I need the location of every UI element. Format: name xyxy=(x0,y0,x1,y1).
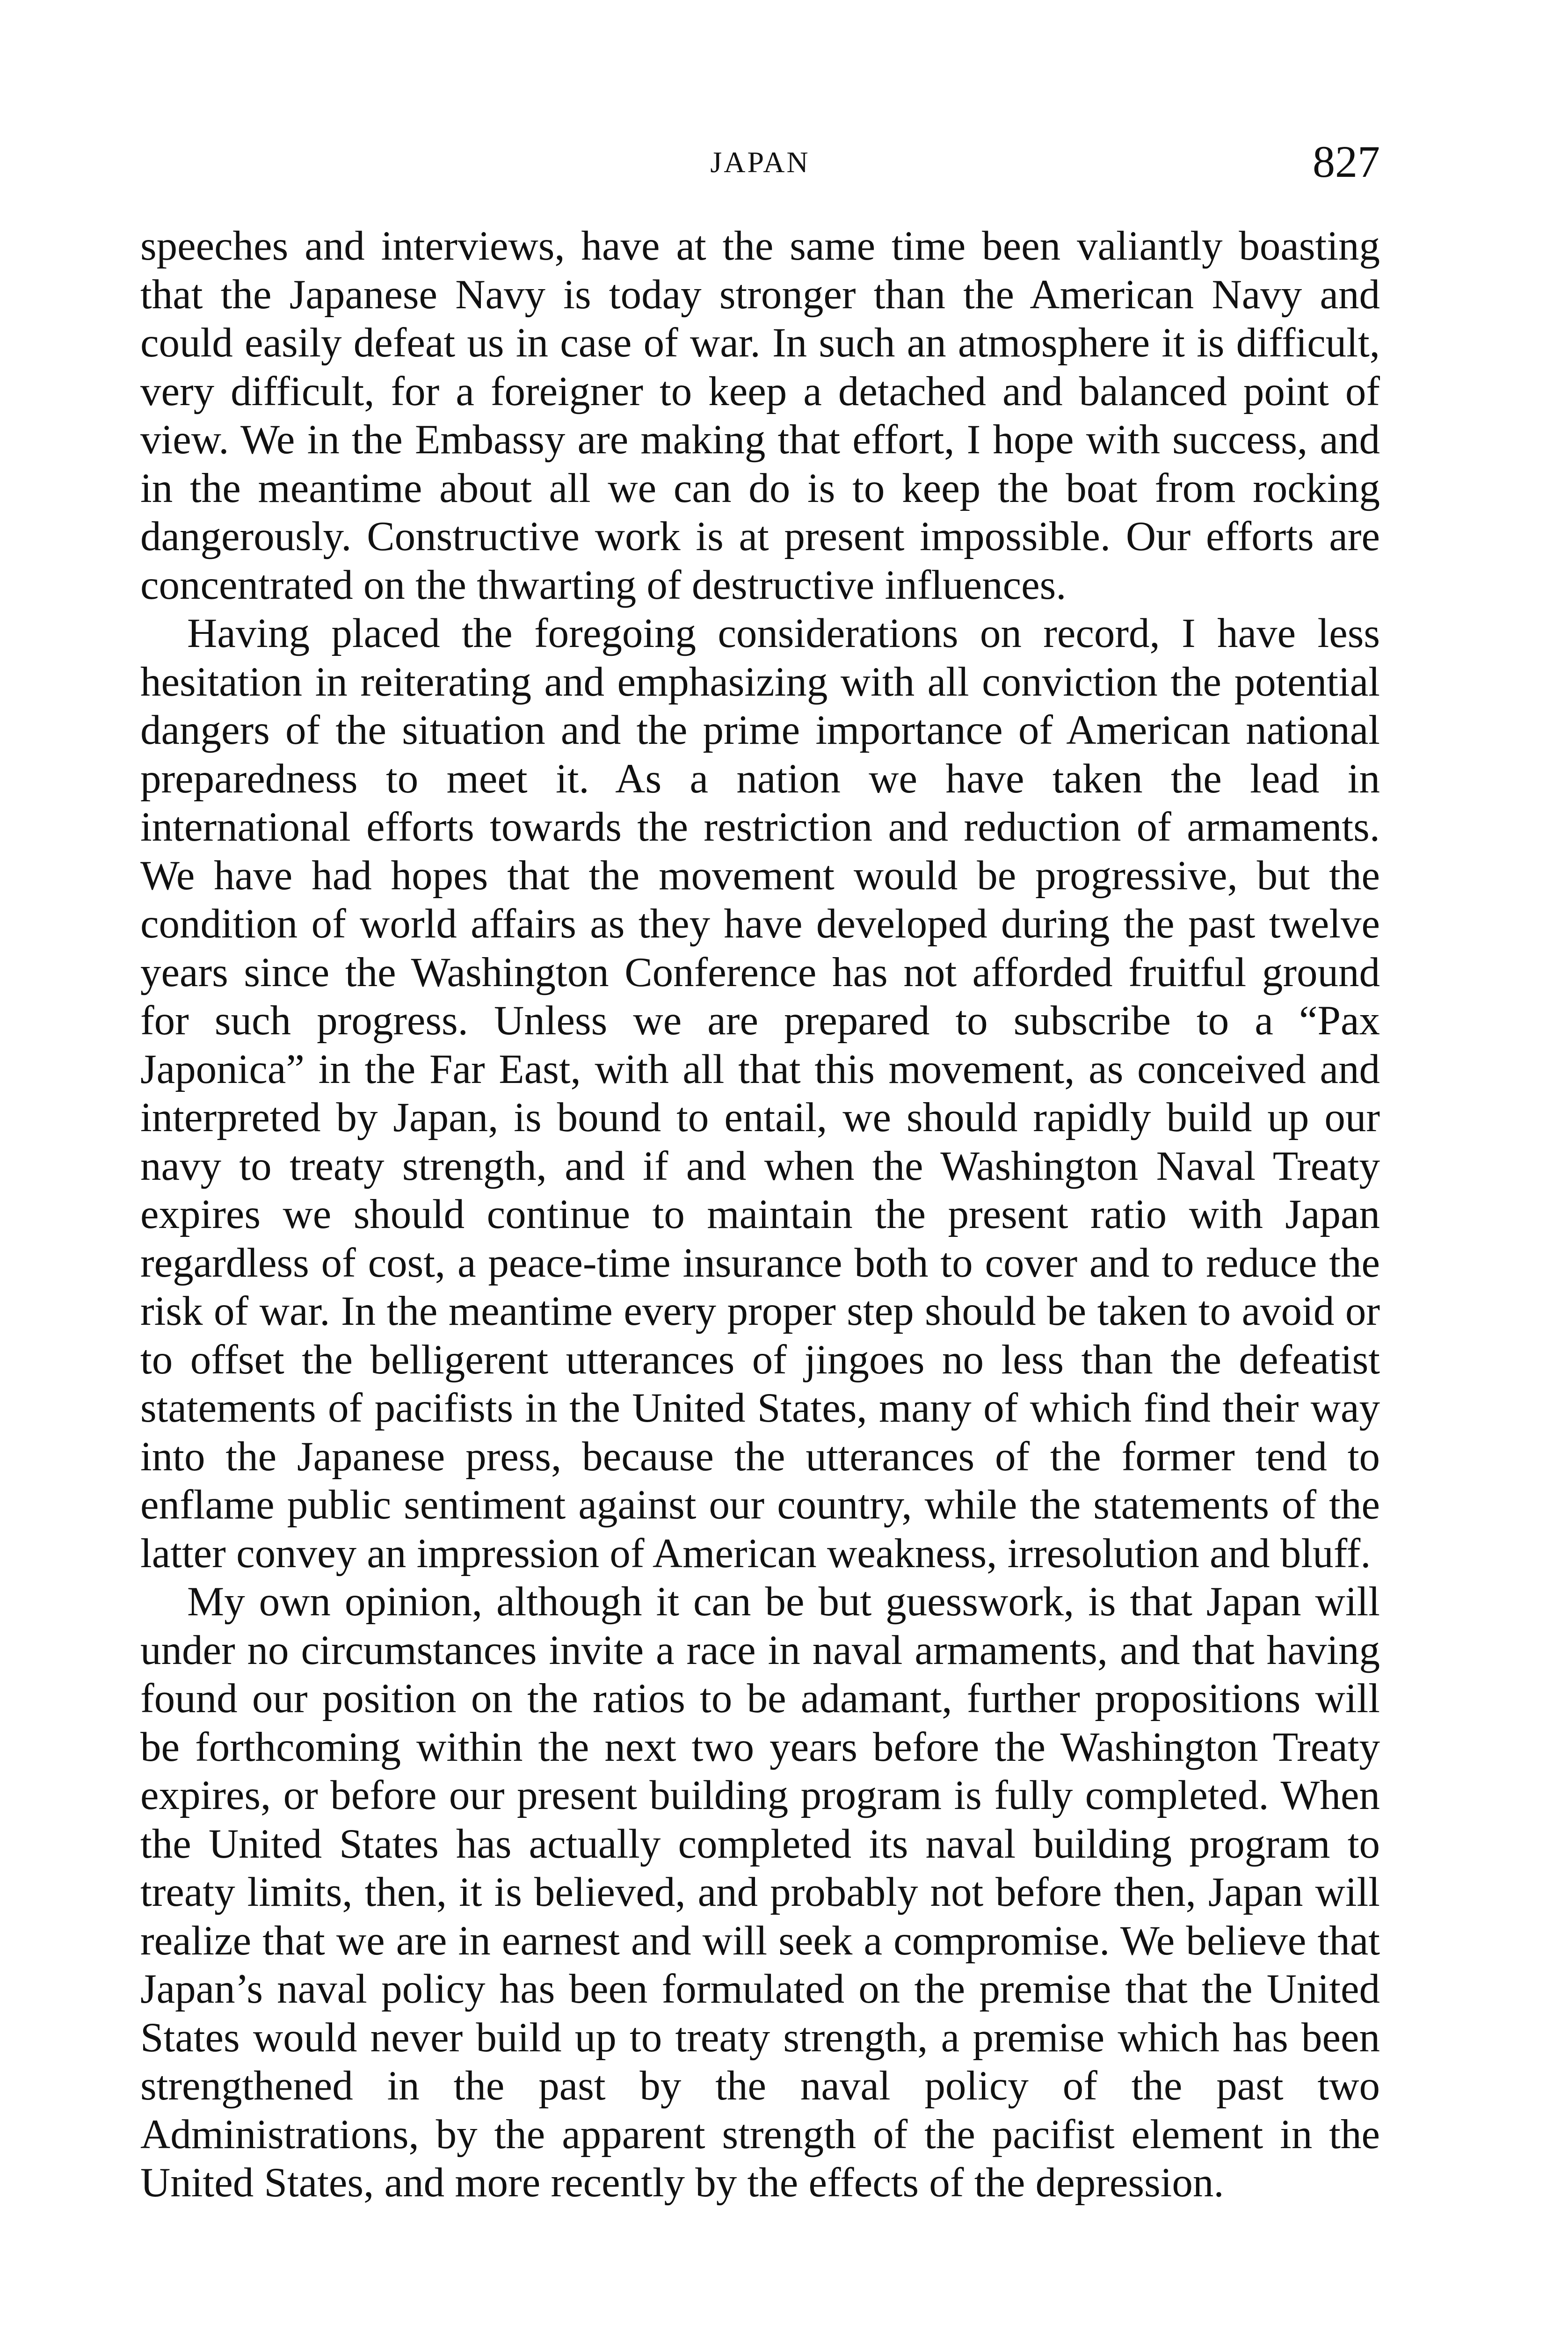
paragraph-opinion: My own opinion, although it can be but guesswork, is that Japan will under no circumstances invite a race in naval armaments, and that having found our position on the ratios to be adamant, further propositions will be forthcoming within the next two years before the Washington Treaty expires, or before our present building program is fully completed. When the United States has actually completed its naval building program to treaty limits, then, it is believed, and probably not before then, Japan will realize that we are in earnest and will seek a compromise. We believe that Japan’s naval policy has been formulated on the premise that the United States would never build up to treaty strength, a premise which has been strengthened in the past by the naval policy of the past two Administrations, by the apparent strength of the pacifist element in the United States, and more recently by the effects of the depression. xyxy=(140,1579,1380,2206)
paragraph-preparedness: Having placed the foregoing considerations on record, I have less hesitation in reiterating and emphasizing with all conviction the potential dangers of the situation and the prime importance of American national preparedness to meet it. As a nation we have taken the lead in international efforts towards the restriction and reduction of armaments. We have had hopes that the movement would be progressive, but the condition of world affairs as they have developed during the past twelve years since the Washington Conference has not afforded fruitful ground for such progress. Unless we are prepared to subscribe to a “Pax Japonica” in the Far East, with all that this movement, as conceived and interpreted by Japan, is bound to entail, we should rapidly build up our navy to treaty strength, and if and when the Washington Naval Treaty expires we should continue to maintain the present ratio with Japan regardless of cost, a peace-time insurance both to cover and to reduce the risk of war. In the meantime every proper step should be taken to avoid or to offset the belligerent utterances of jingoes no less than the defeatist statements of pacifists in the United States, many of which find their way into the Japanese press, because the utterances of the former tend to enflame public sentiment against our country, while the statements of the latter convey an impression of American weakness, irresolution and bluff. xyxy=(140,610,1380,1576)
paragraph-continued: speeches and interviews, have at the same time been valiantly boasting that the Japanese Navy is today stronger than the American Navy and could easily defeat us in case of war. In such an atmosphere it is difficult, very difficult, for a foreigner to keep a detached and balanced point of view. We in the Embassy are making that effort, I hope with success, and in the meantime about all we can do is to keep the boat from rocking dangerously. Constructive work is at present impossible. Our efforts are concentrated on the thwarting of destructive influences. xyxy=(140,223,1380,608)
page-number: 827 xyxy=(1313,137,1380,187)
running-head xyxy=(140,136,1380,196)
document-page xyxy=(140,136,1380,2208)
body-text xyxy=(140,222,1380,2208)
running-title: JAPAN xyxy=(710,145,810,179)
